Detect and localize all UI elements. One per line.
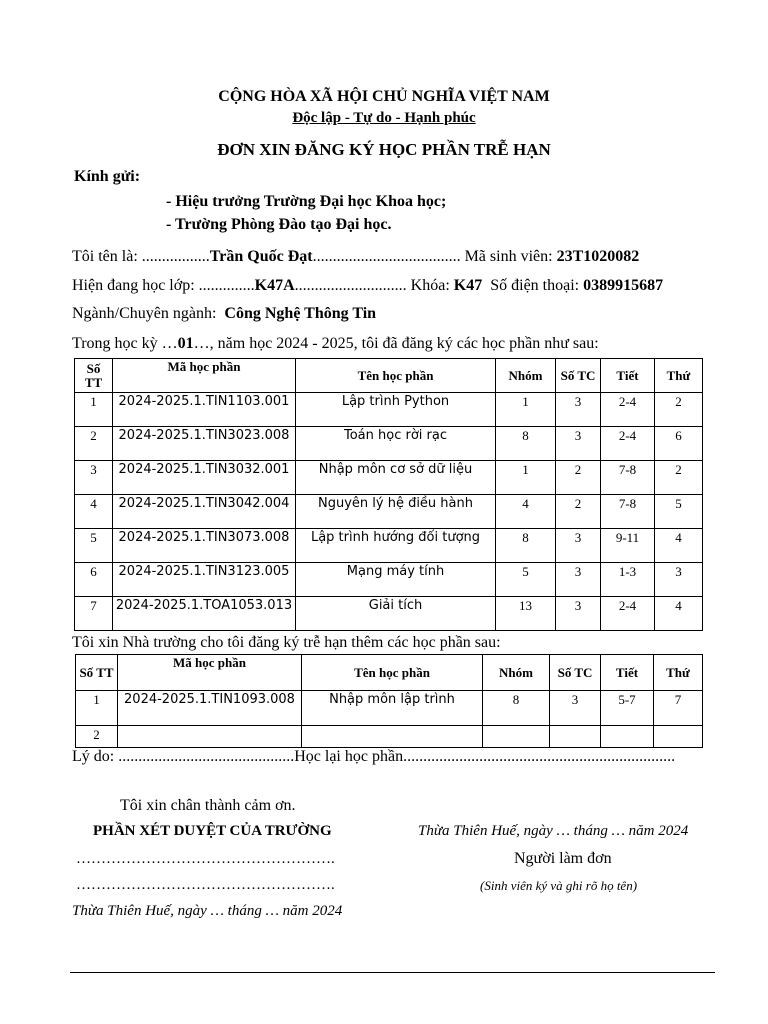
cell-credits: 3 <box>556 393 601 427</box>
name-suffix: ..................................... Mã sinh viên: <box>312 248 557 265</box>
reason-suffix: .................................................................... <box>403 748 676 765</box>
table-row <box>76 691 703 726</box>
semester-number: 01 <box>177 335 194 352</box>
cell-name <box>302 726 483 748</box>
applicant-label: Người làm đơn <box>514 850 612 867</box>
cell-group: 1 <box>496 461 556 495</box>
cell-code: 2024-2025.1.TIN3032.001 <box>113 461 296 495</box>
semester-line <box>72 335 599 353</box>
cell-code: 2024-2025.1.TIN3123.005 <box>113 563 296 597</box>
class-prefix: Hiện đang học lớp: .............. <box>72 277 255 294</box>
cell-period <box>601 726 654 748</box>
semester-suffix: …, năm học 2024 - 2025, tôi đã đăng ký các học phần như sau: <box>193 335 599 352</box>
table-row <box>76 726 703 748</box>
cell-stt: 6 <box>75 563 113 597</box>
header-period: Tiết <box>601 655 654 691</box>
cell-name: Toán học rời rạc <box>296 427 496 461</box>
table-row <box>75 393 703 427</box>
cell-stt: 1 <box>76 691 118 726</box>
cell-stt: 4 <box>75 495 113 529</box>
recipient-label: Kính gửi: <box>74 168 141 185</box>
header-stt: Số TT <box>76 655 118 691</box>
header-code: Mã học phần <box>113 359 296 393</box>
cell-stt: 5 <box>75 529 113 563</box>
cell-stt: 2 <box>76 726 118 748</box>
late-courses-body <box>76 691 703 748</box>
cell-stt: 1 <box>75 393 113 427</box>
cell-period: 5-7 <box>601 691 654 726</box>
recipient-1: - Hiệu trưởng Trường Đại học Khoa học; <box>166 193 447 210</box>
cell-credits: 3 <box>556 529 601 563</box>
student-course: K47 <box>453 277 483 294</box>
cell-credits: 3 <box>556 563 601 597</box>
recipient-2: - Trường Phòng Đào tạo Đại học. <box>166 216 392 233</box>
student-major-line <box>72 305 376 323</box>
cell-code: 2024-2025.1.TOA1053.013 <box>113 597 296 631</box>
cell-stt: 7 <box>75 597 113 631</box>
cell-code: 2024-2025.1.TIN3023.008 <box>113 427 296 461</box>
major-label: Ngành/Chuyên ngành: <box>72 305 225 322</box>
review-dots-2: ……………………………………………. <box>76 877 335 893</box>
cell-day: 7 <box>654 691 703 726</box>
cell-period: 7-8 <box>601 461 655 495</box>
cell-credits: 3 <box>556 427 601 461</box>
cell-credits: 3 <box>550 691 601 726</box>
cell-period: 7-8 <box>601 495 655 529</box>
header-code: Mã học phần <box>118 655 302 691</box>
header-day: Thứ <box>655 359 703 393</box>
thanks-text: Tôi xin chân thành cảm ơn. <box>120 797 296 814</box>
table-row <box>75 495 703 529</box>
cell-credits <box>550 726 601 748</box>
cell-code: 2024-2025.1.TIN3073.008 <box>113 529 296 563</box>
cell-group: 8 <box>496 427 556 461</box>
cell-name: Nguyên lý hệ điều hành <box>296 495 496 529</box>
cell-name: Nhập môn lập trình <box>302 691 483 726</box>
table-row <box>75 597 703 631</box>
late-intro: Tôi xin Nhà trường cho tôi đăng ký trễ hạn thêm các học phần sau: <box>72 634 501 651</box>
student-name-line <box>72 248 639 266</box>
table-row <box>75 427 703 461</box>
cell-period: 9-11 <box>601 529 655 563</box>
reason-text: Học lại học phần <box>294 748 404 765</box>
cell-day: 4 <box>655 529 703 563</box>
cell-day: 5 <box>655 495 703 529</box>
cell-code: 2024-2025.1.TIN1103.001 <box>113 393 296 427</box>
registered-courses-body <box>75 393 703 631</box>
cell-name: Lập trình Python <box>296 393 496 427</box>
student-class: K47A <box>254 277 295 294</box>
student-class-line <box>72 277 663 295</box>
registered-courses-table <box>74 358 703 631</box>
header-stt: Số TT <box>75 359 113 393</box>
header-name: Tên học phần <box>302 655 483 691</box>
review-dots-1: ……………………………………………. <box>76 851 335 867</box>
cell-code <box>118 726 302 748</box>
cell-code: 2024-2025.1.TIN3042.004 <box>113 495 296 529</box>
cell-day: 6 <box>655 427 703 461</box>
table-header-row <box>76 655 703 691</box>
reason-prefix: Lý do: ............................................ <box>72 748 295 765</box>
review-title: PHẦN XÉT DUYỆT CỦA TRƯỜNG <box>93 823 332 839</box>
student-id: 23T1020082 <box>556 248 640 265</box>
motto: Độc lập - Tự do - Hạnh phúc <box>292 110 476 126</box>
footer-divider <box>70 972 715 973</box>
cell-period: 2-4 <box>601 393 655 427</box>
header-period: Tiết <box>601 359 655 393</box>
header-group: Nhóm <box>483 655 550 691</box>
class-suffix: ............................ Khóa: <box>294 277 454 294</box>
cell-day: 2 <box>655 461 703 495</box>
table-row <box>75 529 703 563</box>
cell-group: 5 <box>496 563 556 597</box>
cell-name: Nhập môn cơ sở dữ liệu <box>296 461 496 495</box>
student-phone: 0389915687 <box>583 277 664 294</box>
header-credits: Số TC <box>556 359 601 393</box>
sign-note: (Sinh viên ký và ghi rõ họ tên) <box>480 878 638 893</box>
cell-day: 3 <box>655 563 703 597</box>
cell-group <box>483 726 550 748</box>
cell-code: 2024-2025.1.TIN1093.008 <box>118 691 302 726</box>
student-major: Công Nghệ Thông Tin <box>224 305 377 322</box>
header-day: Thứ <box>654 655 703 691</box>
document-title: ĐƠN XIN ĐĂNG KÝ HỌC PHẦN TRỄ HẠN <box>217 140 551 159</box>
header-group: Nhóm <box>496 359 556 393</box>
name-prefix: Tôi tên là: ................. <box>72 248 210 265</box>
cell-name: Lập trình hướng đối tượng <box>296 529 496 563</box>
table-row <box>75 461 703 495</box>
table-row <box>75 563 703 597</box>
cell-period: 2-4 <box>601 427 655 461</box>
cell-day: 4 <box>655 597 703 631</box>
header-credits: Số TC <box>550 655 601 691</box>
student-name: Trần Quốc Đạt <box>209 248 313 265</box>
cell-day <box>654 726 703 748</box>
cell-group: 13 <box>496 597 556 631</box>
cell-name: Giải tích <box>296 597 496 631</box>
cell-credits: 2 <box>556 495 601 529</box>
cell-stt: 2 <box>75 427 113 461</box>
semester-prefix: Trong học kỳ … <box>72 335 178 352</box>
cell-credits: 3 <box>556 597 601 631</box>
table-header-row <box>75 359 703 393</box>
cell-period: 2-4 <box>601 597 655 631</box>
nation-heading: CỘNG HÒA XÃ HỘI CHỦ NGHĨA VIỆT NAM <box>218 88 550 105</box>
date-left: Thừa Thiên Huế, ngày … tháng … năm 2024 <box>72 903 343 919</box>
phone-label: Số điện thoại: <box>482 277 584 294</box>
cell-credits: 2 <box>556 461 601 495</box>
cell-name: Mạng máy tính <box>296 563 496 597</box>
cell-group: 4 <box>496 495 556 529</box>
reason-line <box>72 748 675 766</box>
date-right: Thừa Thiên Huế, ngày … tháng … năm 2024 <box>418 823 689 839</box>
cell-group: 8 <box>496 529 556 563</box>
header-name: Tên học phần <box>296 359 496 393</box>
cell-group: 1 <box>496 393 556 427</box>
cell-stt: 3 <box>75 461 113 495</box>
cell-period: 1-3 <box>601 563 655 597</box>
cell-day: 2 <box>655 393 703 427</box>
late-courses-table <box>75 654 703 748</box>
cell-group: 8 <box>483 691 550 726</box>
